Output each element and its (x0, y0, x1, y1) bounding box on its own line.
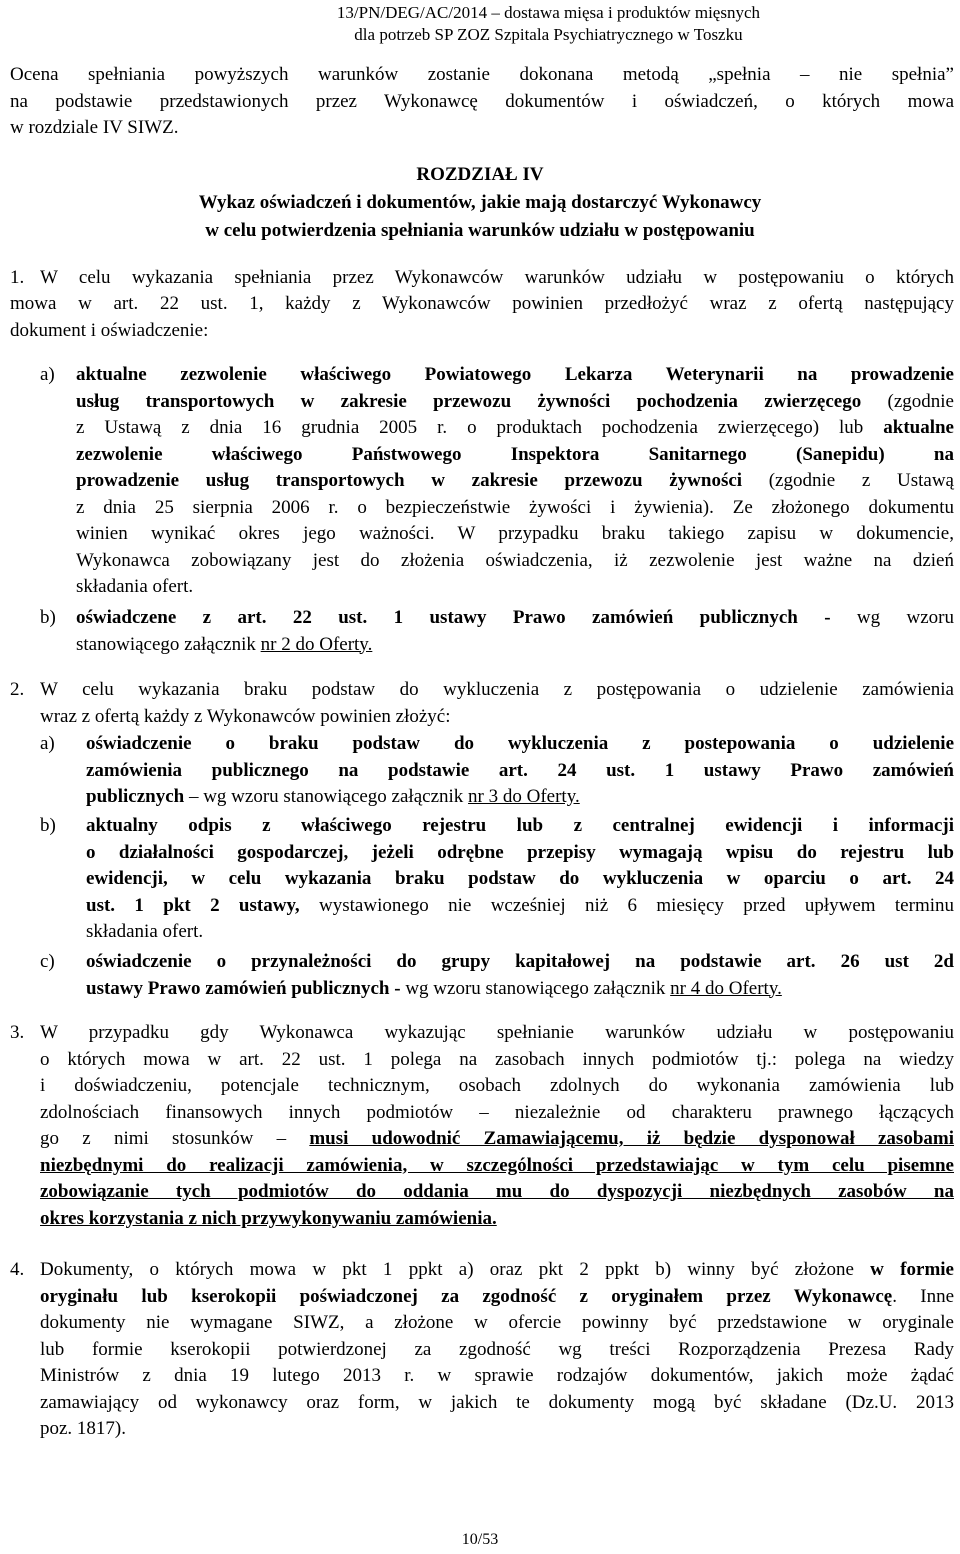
s2b-bold-3: ewidencji, w celu wykazania braku podstaw do wykluczenia w oparciu o art. 24 (86, 868, 954, 889)
s2c-bold-2: ustawy Prawo zamówień publicznych - (86, 977, 401, 999)
section-2b (86, 813, 954, 946)
chapter-title-line-1: Wykaz oświadczeń i dokumentów, jakie mają dostarczyć Wykonawcy (198, 192, 762, 213)
section-2c-label: c) (40, 951, 55, 972)
intro-line-1: Ocena spełniania powyższych warunków zostanie dokonana metodą „spełnia – nie spełnia” (10, 64, 954, 85)
s1b-text-2: stanowiącego załącznik (76, 633, 261, 655)
section-2a (86, 731, 954, 811)
s4-line-1 (40, 1257, 954, 1284)
s4-bold-2: oryginału lub kserokopii poświadczonej za zgodność z oryginałem przez Wykonawcę (40, 1285, 893, 1307)
s4-line-3: dokumenty nie wymagane SIWZ, a złożone w ofercie powinny być przedstawione w oryginale (40, 1312, 954, 1333)
s1a-bold-5: prowadzenie usług transportowych w zakresie przewozu żywności (76, 470, 743, 491)
s1a-line-5 (76, 468, 954, 495)
section-2c (86, 949, 954, 1002)
s1a-line-3 (76, 415, 954, 442)
s1a-line-2 (76, 389, 954, 416)
s2b-bold-4: ust. 1 pkt 2 ustawy, (86, 894, 300, 916)
section-2-intro (40, 677, 954, 730)
s2b-bold-1: aktualny odpis z właściwego rejestru lub z centralnej ewidencji i informacji (86, 815, 954, 836)
section-2a-label: a) (40, 733, 55, 754)
s2b-line-4 (86, 893, 954, 920)
section-2-number: 2. (10, 679, 25, 700)
s2c-bold-1: oświadczenie o przynależności do grupy kapitałowej na podstawie art. 26 ust 2d (86, 951, 954, 972)
s4-text-2: . Inne (892, 1285, 954, 1307)
s1a-text-2: (zgodnie (861, 390, 954, 412)
s2b-line-5: składania ofert. (86, 921, 204, 942)
s2c-line-1 (86, 949, 954, 976)
s1b-line-2 (76, 632, 954, 659)
s3-underline-6: niezbędnymi do realizacji zamówienia, w szczególności przedstawiając w tym celu pisemne (40, 1154, 954, 1176)
s2b-line-2 (86, 840, 954, 867)
s3-underline-8: okres korzystania z nich przywykonywaniu zamówienia. (40, 1207, 497, 1229)
section-1b-label: b) (40, 607, 56, 628)
s2a-bold-1: oświadczenie o braku podstaw do wykluczenia z postepowania o udzielenie (86, 733, 954, 754)
s4-line-5: Ministrów z dnia 19 lutego 2013 r. w sprawie rodzajów dokumentów, jakich może żądać (40, 1365, 954, 1386)
section-1b (76, 605, 954, 658)
s1a-line-4 (76, 442, 954, 469)
s3-line-7 (40, 1179, 954, 1206)
s2b-text-4: wystawionego nie wcześniej niż 6 miesięcy przed upływem terminu (299, 894, 955, 916)
s1b-underline-2: nr 2 do Oferty. (260, 633, 373, 655)
page-header (337, 2, 760, 46)
s3-line-5 (40, 1126, 954, 1153)
s1a-line-1 (76, 362, 954, 389)
s1a-line-6: z dnia 25 sierpnia 2006 r. o bezpieczeństwie żywości i żywienia). Ze złożonego dokumentu (76, 496, 954, 518)
s2c-text-2: wg wzoru stanowiącego załącznik (400, 977, 671, 999)
s2a-text-3: – wg wzoru stanowiącego załącznik (184, 786, 469, 807)
s2a-bold-3: publicznych (86, 786, 185, 807)
s1a-text-3: z Ustawą z dnia 16 grudnia 2005 r. o produktach pochodzenia zwierzęcego) lub (76, 417, 884, 438)
s2b-bold-2: o działalności gospodarczej, jeżeli odrębne przepisy wymagają wpisu do rejestru lub (86, 841, 954, 863)
s1a-text-5: (zgodnie z Ustawą (742, 470, 954, 491)
section-1-text-1: W celu wykazania spełniania przez Wykonawców warunków udziału w postępowaniu o których (40, 267, 954, 288)
chapter-title-line-2: w celu potwierdzenia spełniania warunków udziału w postępowaniu (205, 220, 755, 241)
s4-line-2 (40, 1284, 954, 1311)
s2a-underline-3: nr 3 do Oferty. (468, 786, 580, 807)
s4-text-1: Dokumenty, o których mowa w pkt 1 ppkt a) oraz pkt 2 ppkt b) winny być złożone (40, 1259, 871, 1280)
s2b-line-3 (86, 866, 954, 893)
s1a-line-7: winien wynikać okres jego ważności. W przypadku braku takiego zapisu w dokumencie, (76, 523, 954, 544)
s1a-line-8: Wykonawca zobowiązany jest do złożenia oświadczenia, iż zezwolenie jest ważne na dzień (76, 549, 954, 571)
header-line-2: dla potrzeb SP ZOZ Szpitala Psychiatrycznego w Toszku (354, 25, 743, 44)
s2c-underline-2: nr 4 do Oferty. (670, 977, 782, 999)
header-line-1: 13/PN/DEG/AC/2014 – dostawa mięsa i produktów mięsnych (336, 3, 760, 22)
s1a-bold-1: aktualne zezwolenie właściwego Powiatowego Lekarza Weterynarii na prowadzenie (76, 364, 954, 385)
s1a-bold-2: usług transportowych w zakresie przewozu żywności pochodzenia zwierzęcego (76, 390, 862, 412)
s3-line-3: i doświadczeniu, potencjale technicznym, osobach zdolnych do wykonania zamówienia lub (40, 1075, 954, 1096)
section-1-line-1 (40, 265, 954, 292)
s2a-line-3 (86, 784, 954, 811)
page-number: 10/53 (461, 1531, 499, 1548)
s4-line-6: zamawiający od wykonawcy oraz form, w jakich te dokumenty mogą być składane (Dz.U. 2013 (40, 1391, 954, 1413)
s1b-line-1 (76, 605, 954, 632)
intro-paragraph (10, 62, 954, 142)
section-1-lines (10, 291, 954, 344)
s2a-line-1 (86, 731, 954, 758)
s2a-line-2 (86, 758, 954, 785)
s2b-line-1 (86, 813, 954, 840)
section-3 (40, 1020, 954, 1232)
s3-text-5: go z nimi stosunków – (40, 1128, 310, 1149)
section-1-number: 1. (10, 267, 25, 288)
s4-line-4: lub formie kserokopii potwierdzonej za zgodność wg treści Rozporządzenia Prezesa Rady (40, 1338, 954, 1360)
s2-line-1: W celu wykazania braku podstaw do wykluczenia z postępowania o udzielenie zamówienia (40, 679, 954, 700)
s3-line-6 (40, 1153, 954, 1180)
chapter-number: ROZDZIAŁ IV (416, 164, 544, 185)
s1a-bold-4: zezwolenie właściwego Państwowego Inspektora Sanitarnego (Sanepidu) na (76, 443, 954, 465)
section-3-number: 3. (10, 1022, 25, 1043)
s1a-line-9: składania ofert. (76, 576, 194, 597)
s4-bold-1: w formie (870, 1259, 954, 1280)
section-4-number: 4. (10, 1259, 25, 1280)
s4-line-7: poz. 1817). (40, 1418, 127, 1439)
intro-line-2: na podstawie przedstawionych przez Wykonawcę dokumentów i oświadczeń, o których mowa (10, 90, 954, 112)
s3-line-2: o których mowa w art. 22 ust. 1 polega na zasobach innych podmiotów tj.: polega na wiedzy (40, 1048, 954, 1070)
section-1a (76, 362, 954, 601)
section-1-text-2: mowa w art. 22 ust. 1, każdy z Wykonawców powinien przedłożyć wraz z ofertą następujący (10, 293, 954, 314)
s3-line-4: zdolnościach finansowych innych podmiotów – niezależnie od charakteru prawnego łączących (40, 1101, 954, 1123)
s3-underline-7: zobowiązanie tych podmiotów do oddania mu do dyspozycji niezbędnych zasobów na (40, 1181, 954, 1202)
s1b-bold-1: oświadczene z art. 22 ust. 1 ustawy Prawo zamówień publicznych - (76, 607, 831, 628)
section-1a-label: a) (40, 364, 55, 385)
s2c-line-2 (86, 976, 954, 1003)
s3-underline-5: musi udowodnić Zamawiającemu, iż będzie dysponował zasobami (309, 1128, 955, 1149)
intro-line-3: w rozdziale IV SIWZ. (10, 117, 179, 138)
s1a-bold-3: aktualne (883, 417, 954, 438)
section-2b-label: b) (40, 815, 56, 836)
s3-line-1: W przypadku gdy Wykonawca wykazując spełnianie warunków udziału w postępowaniu (40, 1022, 954, 1043)
section-1-text-3: dokument i oświadczenie: (10, 319, 209, 341)
s2a-bold-2: zamówienia publicznego na podstawie art. 24 ust. 1 ustawy Prawo zamówień (86, 759, 954, 781)
section-4 (40, 1257, 954, 1443)
s1b-text-1: wg wzoru (830, 607, 954, 628)
s3-line-8 (40, 1206, 954, 1233)
s2-line-2: wraz z ofertą każdy z Wykonawców powinien złożyć: (40, 705, 451, 727)
